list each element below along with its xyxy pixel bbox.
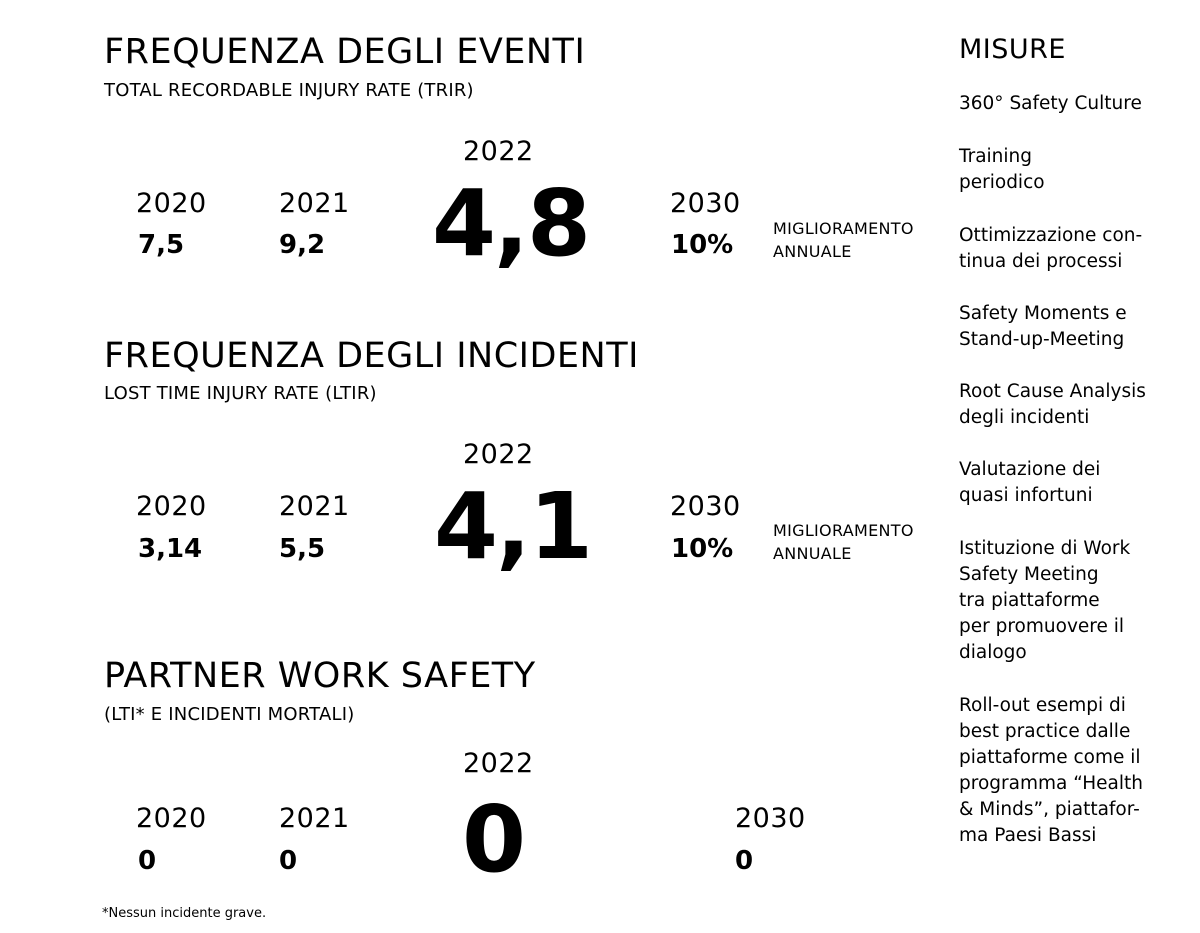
measure-item: Istituzione di Work Safety Meeting tra piattaforme per promuovere il dialogo: [959, 538, 1131, 663]
partner-value-2030: 0: [735, 846, 754, 876]
measure-item: Safety Moments e Stand-up-Meeting: [959, 303, 1127, 350]
partner-year-2030: 2030: [735, 803, 806, 834]
partner-value-2020: 0: [138, 846, 157, 876]
partner-year-2022: 2022: [463, 748, 534, 779]
measures-title: MISURE: [959, 34, 1066, 65]
trir-year-2021: 2021: [279, 188, 350, 219]
ltir-year-2030: 2030: [670, 491, 741, 522]
ltir-year-2021: 2021: [279, 491, 350, 522]
trir-value-2020: 7,5: [138, 230, 185, 260]
measure-item: Ottimizzazione con- tinua dei processi: [959, 225, 1143, 272]
trir-value-2030: 10%: [671, 230, 734, 260]
section-subtitle-ltir: LOST TIME INJURY RATE (LTIR): [104, 383, 377, 404]
ltir-improvement-note: MIGLIORAMENTO ANNUALE: [773, 521, 914, 563]
partner-year-2021: 2021: [279, 803, 350, 834]
ltir-value-2022: 4,1: [434, 473, 591, 580]
trir-year-2022: 2022: [463, 136, 534, 167]
trir-value-2022: 4,8: [432, 170, 589, 277]
measure-item: 360° Safety Culture: [959, 93, 1142, 114]
measure-item: Training periodico: [959, 146, 1045, 193]
partner-value-2022: 0: [462, 786, 525, 893]
partner-value-2021: 0: [279, 846, 298, 876]
section-title-trir: FREQUENZA DEGLI EVENTI: [104, 32, 586, 72]
section-subtitle-trir: TOTAL RECORDABLE INJURY RATE (TRIR): [104, 80, 474, 101]
trir-value-2021: 9,2: [279, 230, 326, 260]
ltir-year-2020: 2020: [136, 491, 207, 522]
trir-year-2020: 2020: [136, 188, 207, 219]
ltir-value-2030: 10%: [671, 534, 734, 564]
ltir-value-2021: 5,5: [279, 534, 326, 564]
trir-year-2030: 2030: [670, 188, 741, 219]
ltir-year-2022: 2022: [463, 439, 534, 470]
section-title-ltir: FREQUENZA DEGLI INCIDENTI: [104, 336, 639, 376]
trir-improvement-note: MIGLIORAMENTO ANNUALE: [773, 219, 914, 261]
partner-year-2020: 2020: [136, 803, 207, 834]
footnote: *Nessun incidente grave.: [102, 906, 267, 921]
measure-item: Roll-out esempi di best practice dalle piattaforme come il programma “Health & Minds”, piattafor- ma Paesi Bassi: [959, 695, 1143, 846]
section-title-partner-safety: PARTNER WORK SAFETY: [104, 656, 536, 696]
ltir-value-2020: 3,14: [138, 534, 203, 564]
measure-item: Root Cause Analysis degli incidenti: [959, 381, 1146, 428]
section-subtitle-partner-safety: (LTI* E INCIDENTI MORTALI): [104, 704, 355, 725]
measure-item: Valutazione dei quasi infortuni: [959, 459, 1101, 506]
